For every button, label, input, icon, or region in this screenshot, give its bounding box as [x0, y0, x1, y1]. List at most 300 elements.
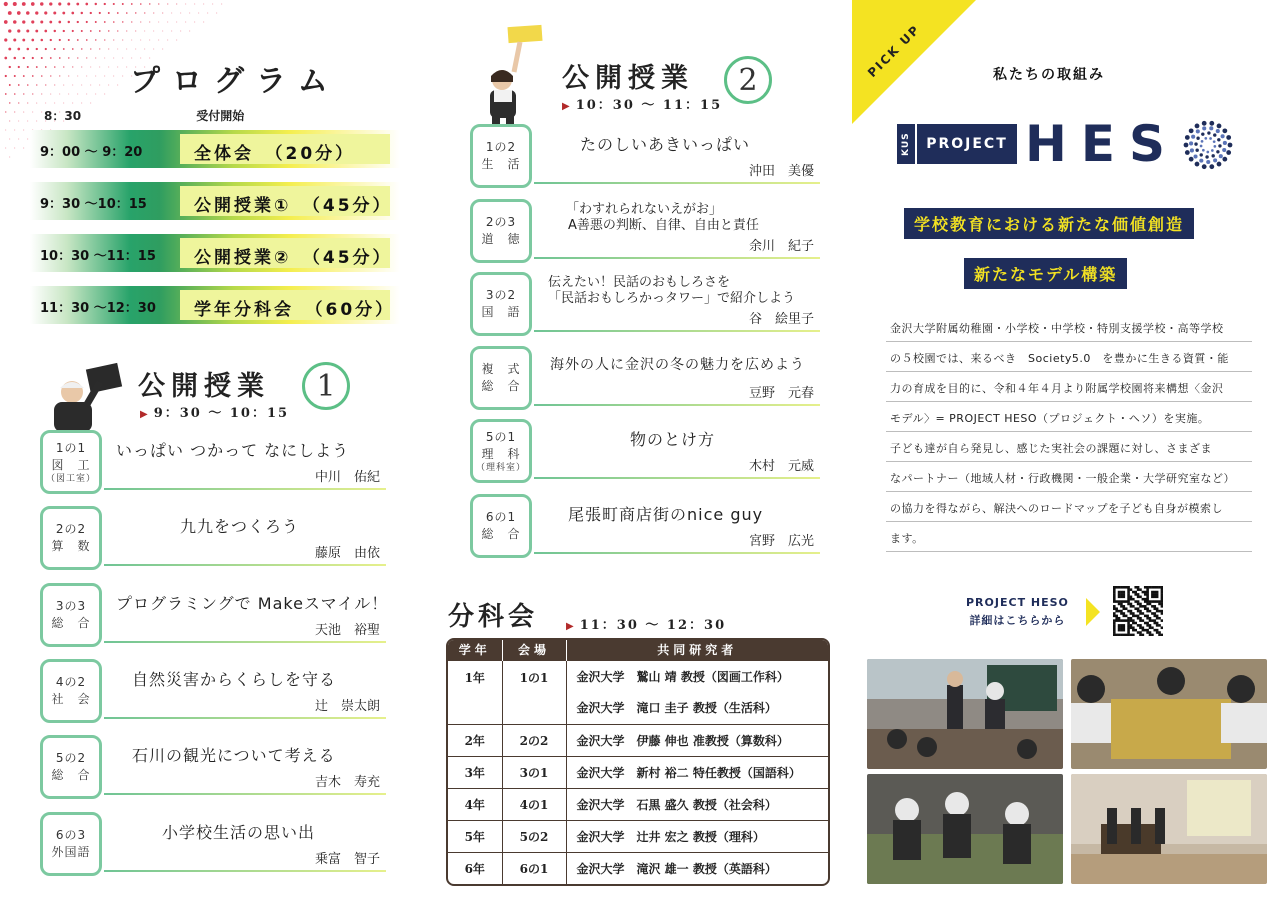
dot	[140, 40, 141, 41]
qr-module	[1130, 605, 1133, 608]
qr-module	[1113, 600, 1116, 603]
qr-module	[1146, 586, 1149, 589]
program-label: 公開授業② （45分）	[194, 248, 393, 268]
qr-module	[1118, 603, 1121, 606]
logo-dot	[1207, 131, 1210, 134]
table-row	[448, 756, 828, 788]
dot	[35, 30, 38, 33]
table-cell-researcher: 金沢大学 伊藤 伸也 准教授（算数科）	[566, 724, 828, 756]
program-row	[30, 286, 400, 324]
logo-dot	[1211, 149, 1214, 152]
qr-module	[1127, 629, 1130, 632]
class-grade-box	[470, 346, 532, 410]
qr-module	[1139, 610, 1142, 613]
qr-module	[1132, 622, 1135, 625]
qr-module	[1139, 631, 1142, 634]
qr-module	[1137, 596, 1140, 599]
project-heso-link[interactable]	[966, 594, 1069, 630]
qr-module	[1156, 617, 1159, 620]
dot	[63, 48, 65, 50]
qr-module	[1142, 591, 1145, 594]
qr-module	[1146, 622, 1149, 625]
qr-module	[1142, 629, 1145, 632]
qr-module	[1132, 615, 1135, 618]
qr-module	[1149, 631, 1152, 634]
presentation-photo	[1071, 774, 1267, 884]
qr-module	[1158, 603, 1161, 606]
qr-module	[1137, 607, 1140, 610]
table-cell-room: 2の2	[502, 724, 566, 756]
qr-module	[1149, 634, 1152, 636]
reception-time: 8：30	[44, 109, 82, 123]
pickup-triangle	[852, 0, 976, 124]
dot	[50, 39, 52, 41]
qr-module	[1113, 598, 1116, 601]
qr-module	[1134, 593, 1137, 596]
dot	[113, 76, 114, 77]
qr-module	[1123, 605, 1126, 608]
dot	[158, 40, 159, 41]
body-line: 金沢大学附属幼稚園・小学校・中学校・特別支援学校・高等学校	[886, 316, 1252, 342]
dot	[26, 29, 29, 32]
program-time: 10：30 〜11：15	[40, 249, 156, 264]
class-teacher: 豆野 元春	[748, 386, 814, 401]
dot	[14, 57, 17, 60]
class-title: 小学校生活の思い出	[162, 823, 316, 842]
logo-dot	[1213, 133, 1216, 136]
table-cell-grade: 5年	[448, 820, 502, 852]
class-subject: 理 科	[481, 446, 521, 461]
dot	[77, 39, 79, 41]
dot	[86, 94, 87, 95]
qr-module	[1115, 607, 1118, 610]
dot	[171, 31, 172, 32]
dot	[185, 4, 186, 5]
logo-dot	[1195, 124, 1200, 129]
logo-dot	[1189, 157, 1194, 162]
qr-module	[1137, 588, 1140, 591]
dot	[104, 21, 106, 23]
class-grade: 5の2	[55, 751, 87, 765]
dot	[14, 93, 16, 95]
qr-module	[1127, 596, 1130, 599]
dot	[153, 31, 154, 32]
open-class-1-time	[140, 402, 289, 421]
dot	[4, 57, 7, 60]
dot	[27, 139, 28, 140]
qr-module	[1120, 605, 1123, 608]
dot	[63, 85, 64, 86]
qr-module	[1146, 596, 1149, 599]
qr-module	[1146, 615, 1149, 618]
qr-module	[1158, 586, 1161, 589]
class-teacher: 木村 元威	[748, 459, 814, 474]
dot	[167, 22, 168, 23]
logo-dot	[1214, 145, 1217, 148]
logo-dot	[1216, 150, 1219, 153]
qr-module	[1149, 610, 1152, 613]
table-cell-grade: 6年	[448, 852, 502, 884]
dot	[153, 12, 154, 13]
class-row	[470, 124, 820, 188]
class-row	[470, 419, 820, 483]
qr-module	[1142, 605, 1145, 608]
class-subject: 社 会	[51, 692, 91, 706]
qr-module	[1139, 624, 1142, 627]
qr-module	[1132, 629, 1135, 632]
class-teacher: 宮野 広光	[748, 534, 814, 549]
qr-module	[1156, 615, 1159, 618]
qr-module	[1132, 598, 1135, 601]
qr-module	[1158, 634, 1161, 636]
dot	[9, 84, 11, 86]
qr-module	[1139, 619, 1142, 622]
qr-module	[1113, 605, 1116, 608]
class-row	[470, 199, 820, 263]
dot	[176, 40, 177, 41]
dot	[23, 112, 24, 113]
table-cell-grade: 1年	[448, 660, 502, 724]
body-line: 力の育成を目的に、令和４年４月より附属学校園将来構想〈金沢	[886, 376, 1252, 402]
dot	[54, 48, 56, 50]
table-cell-room: 1の1	[502, 660, 566, 724]
qr-module	[1156, 631, 1159, 634]
dot	[117, 67, 118, 68]
logo-dot	[1185, 135, 1190, 140]
qr-module	[1146, 610, 1149, 613]
qr-module	[1144, 598, 1147, 601]
qr-module	[1125, 619, 1128, 622]
qr-module	[1146, 591, 1149, 594]
qr-module	[1115, 634, 1118, 636]
dot	[23, 57, 25, 59]
class-subject: 国 語	[481, 305, 521, 319]
qr-module	[1151, 612, 1154, 615]
class-grade-box	[470, 124, 532, 188]
class-grade-box	[470, 494, 532, 558]
dot	[9, 66, 11, 68]
dot	[58, 21, 61, 24]
qr-module	[1146, 603, 1149, 606]
dot	[36, 121, 37, 122]
class-grade: 5の1	[485, 429, 517, 444]
dot	[162, 13, 163, 14]
table-cell-room: 6の1	[502, 852, 566, 884]
dot	[8, 48, 11, 51]
dot	[104, 3, 106, 5]
dot	[95, 76, 96, 77]
qr-module	[1146, 600, 1149, 603]
class-room: （理科室）	[475, 462, 526, 473]
dot	[117, 49, 118, 50]
dot	[86, 39, 88, 41]
qr-module	[1120, 593, 1123, 596]
qr-module	[1144, 629, 1147, 632]
qr-module	[1156, 586, 1159, 589]
qr-module	[1120, 596, 1123, 599]
qr-module	[1146, 607, 1149, 610]
class-grade: 6の1	[485, 510, 517, 524]
dot	[32, 112, 33, 113]
class-title-sub: 「民話おもしろかっタワー」で紹介しよう	[548, 291, 796, 306]
qr-module	[1123, 634, 1126, 636]
table-row	[448, 660, 828, 692]
pickup-body-text	[886, 316, 1252, 556]
class-grade-box	[40, 430, 102, 494]
dot	[27, 121, 28, 122]
divider	[104, 641, 386, 643]
logo-dot	[1202, 164, 1207, 169]
qr-module	[1156, 600, 1159, 603]
class-teacher: 余川 紀子	[748, 239, 814, 254]
logo-dot	[1185, 150, 1190, 155]
dot	[41, 39, 44, 42]
table-cell-room: 5の2	[502, 820, 566, 852]
dot	[212, 4, 213, 5]
qr-module	[1118, 624, 1121, 627]
qr-module	[1144, 605, 1147, 608]
program-time: 9：00 〜 9：20	[40, 145, 143, 160]
qr-module	[1161, 588, 1163, 591]
class-grade: 4の2	[55, 675, 87, 689]
program-label-box	[180, 186, 393, 216]
qr-module	[1123, 596, 1126, 599]
qr-module	[1118, 626, 1121, 629]
qr-module	[1118, 610, 1121, 613]
qr-code[interactable]	[1113, 586, 1163, 636]
table-header: 共同研究者	[566, 640, 828, 660]
table-header: 会場	[502, 640, 566, 660]
dot	[23, 93, 24, 94]
qr-module	[1139, 596, 1142, 599]
dot	[203, 22, 204, 23]
logo-dot	[1199, 159, 1203, 163]
qr-module	[1118, 591, 1121, 594]
dot	[189, 31, 190, 32]
qr-module	[1156, 629, 1159, 632]
logo-dot	[1201, 140, 1204, 143]
dot	[5, 75, 7, 77]
dot	[203, 4, 204, 5]
class-grade: 2の2	[55, 522, 87, 536]
program-label: 学年分科会 （60分）	[194, 300, 396, 320]
qr-module	[1142, 634, 1145, 636]
logo-dot	[1206, 151, 1209, 154]
dot	[81, 103, 82, 104]
class-title-sub: A善悪の判断、自律、自由と責任	[568, 218, 759, 233]
dot	[45, 103, 46, 104]
dot	[14, 111, 15, 112]
logo-dot	[1209, 121, 1214, 126]
qr-module	[1146, 629, 1149, 632]
pickup-label: PICK UP	[865, 21, 924, 81]
dot	[13, 20, 17, 24]
dot	[90, 12, 92, 14]
class-teacher: 谷 絵里子	[748, 312, 814, 327]
dot	[27, 102, 28, 103]
dot	[149, 40, 150, 41]
dot	[14, 130, 15, 131]
qr-module	[1132, 619, 1135, 622]
class-teacher: 乗富 智子	[314, 852, 380, 867]
reception-row	[44, 107, 244, 124]
qr-module	[1139, 626, 1142, 629]
dot	[140, 21, 141, 22]
open-class-1-title: 公開授業	[138, 371, 270, 402]
dot	[18, 102, 19, 103]
dot	[113, 39, 114, 40]
qr-module	[1132, 626, 1135, 629]
qr-module	[1151, 600, 1154, 603]
qr-module	[1127, 600, 1130, 603]
dot	[26, 11, 30, 15]
dot	[72, 66, 73, 67]
dot	[27, 48, 30, 51]
dot	[86, 21, 88, 23]
dot	[36, 66, 38, 68]
qr-module	[1118, 596, 1121, 599]
dot	[113, 3, 115, 5]
qr-module	[1161, 634, 1163, 636]
dot	[86, 76, 87, 77]
qr-module	[1161, 600, 1163, 603]
dot	[140, 3, 142, 5]
logo-dot	[1216, 129, 1220, 133]
dot	[158, 22, 159, 23]
dot	[5, 130, 6, 131]
logo-dot	[1209, 164, 1214, 169]
dot	[68, 21, 70, 23]
dot	[122, 3, 124, 5]
program-label: 全体会 （20分）	[194, 144, 356, 164]
dot	[27, 66, 29, 68]
logo-dot	[1195, 148, 1198, 151]
dot	[185, 22, 186, 23]
dot	[99, 85, 100, 86]
qr-module	[1161, 619, 1163, 622]
qr-module	[1113, 629, 1116, 632]
dot	[117, 30, 118, 31]
program-row	[30, 130, 400, 168]
qr-module	[1151, 586, 1154, 589]
dot	[104, 94, 105, 95]
qr-module	[1161, 593, 1163, 596]
class-row	[470, 346, 820, 410]
qr-module	[1120, 634, 1123, 636]
qr-module	[1156, 591, 1159, 594]
qr-module	[1139, 634, 1142, 636]
dot	[45, 84, 46, 85]
logo-dot	[1201, 132, 1204, 135]
class-room: （図工室）	[45, 473, 96, 484]
qr-module	[1123, 624, 1126, 627]
class-subject: 総 合	[481, 379, 521, 393]
dot	[8, 11, 12, 15]
dot	[77, 94, 78, 95]
qr-module	[1137, 617, 1140, 620]
qr-module	[1158, 600, 1161, 603]
qr-module	[1120, 619, 1123, 622]
class-grade-box	[40, 506, 102, 570]
class-grade-box	[40, 812, 102, 876]
dot	[58, 2, 61, 5]
dot	[4, 20, 8, 24]
qr-module	[1144, 615, 1147, 618]
divider	[104, 488, 386, 490]
class-subject: 算 数	[51, 539, 91, 553]
logo-heso: HES	[1025, 115, 1180, 173]
class-teacher: 沖田 美優	[748, 164, 814, 179]
qr-module	[1130, 610, 1133, 613]
link-sub: 詳細はこちらから	[969, 614, 1066, 627]
qr-module	[1132, 605, 1135, 608]
qr-module	[1120, 626, 1123, 629]
qr-module	[1127, 598, 1130, 601]
class-teacher: 吉木 寿充	[314, 775, 380, 790]
dot	[126, 49, 127, 50]
open-class-2-time	[562, 94, 722, 113]
qr-module	[1130, 617, 1133, 620]
dot	[49, 21, 52, 24]
table-cell-grade: 4年	[448, 788, 502, 820]
qr-module	[1139, 617, 1142, 620]
triangle-icon: ▶	[140, 409, 150, 420]
class-grade-box	[40, 583, 102, 647]
dot	[54, 30, 56, 32]
qr-module	[1134, 607, 1137, 610]
dot	[32, 57, 34, 59]
qr-module	[1120, 612, 1123, 615]
qr-module	[1144, 622, 1147, 625]
dot	[198, 13, 199, 14]
dot	[108, 49, 109, 50]
logo-dot	[1222, 148, 1226, 152]
class-title: 尾張町商店街のnice guy	[568, 505, 764, 524]
dot	[99, 30, 101, 32]
qr-module	[1151, 626, 1154, 629]
dot	[9, 121, 10, 122]
class-grade-box	[40, 735, 102, 799]
qr-module	[1161, 612, 1163, 615]
dot	[144, 49, 145, 50]
dot	[194, 4, 195, 5]
qr-module	[1118, 586, 1121, 589]
class-subject: 生 活	[481, 157, 521, 171]
dot	[135, 31, 136, 32]
logo-dot	[1205, 155, 1208, 158]
logo-dot	[1223, 141, 1227, 145]
qr-module	[1113, 619, 1116, 622]
body-line: の５校園では、来るべき Society5.0 を豊かに生きる資質・能	[886, 346, 1252, 372]
qr-module	[1120, 629, 1123, 632]
dot	[32, 75, 34, 77]
reception-label: 受付開始	[196, 109, 245, 123]
qr-module	[1161, 598, 1163, 601]
logo-dot	[1213, 158, 1217, 162]
banner-new-model: 新たなモデル構築	[964, 258, 1127, 289]
qr-module	[1158, 617, 1161, 620]
qr-module	[1127, 591, 1130, 594]
qr-module	[1149, 619, 1152, 622]
program-label-box	[180, 290, 396, 320]
class-grade: 3の3	[55, 599, 87, 613]
qr-module	[1118, 617, 1121, 620]
qr-module	[1134, 615, 1137, 618]
qr-module	[1113, 624, 1116, 627]
qr-module	[1118, 619, 1121, 622]
logo-dot	[1222, 157, 1227, 162]
class-row	[40, 583, 389, 647]
